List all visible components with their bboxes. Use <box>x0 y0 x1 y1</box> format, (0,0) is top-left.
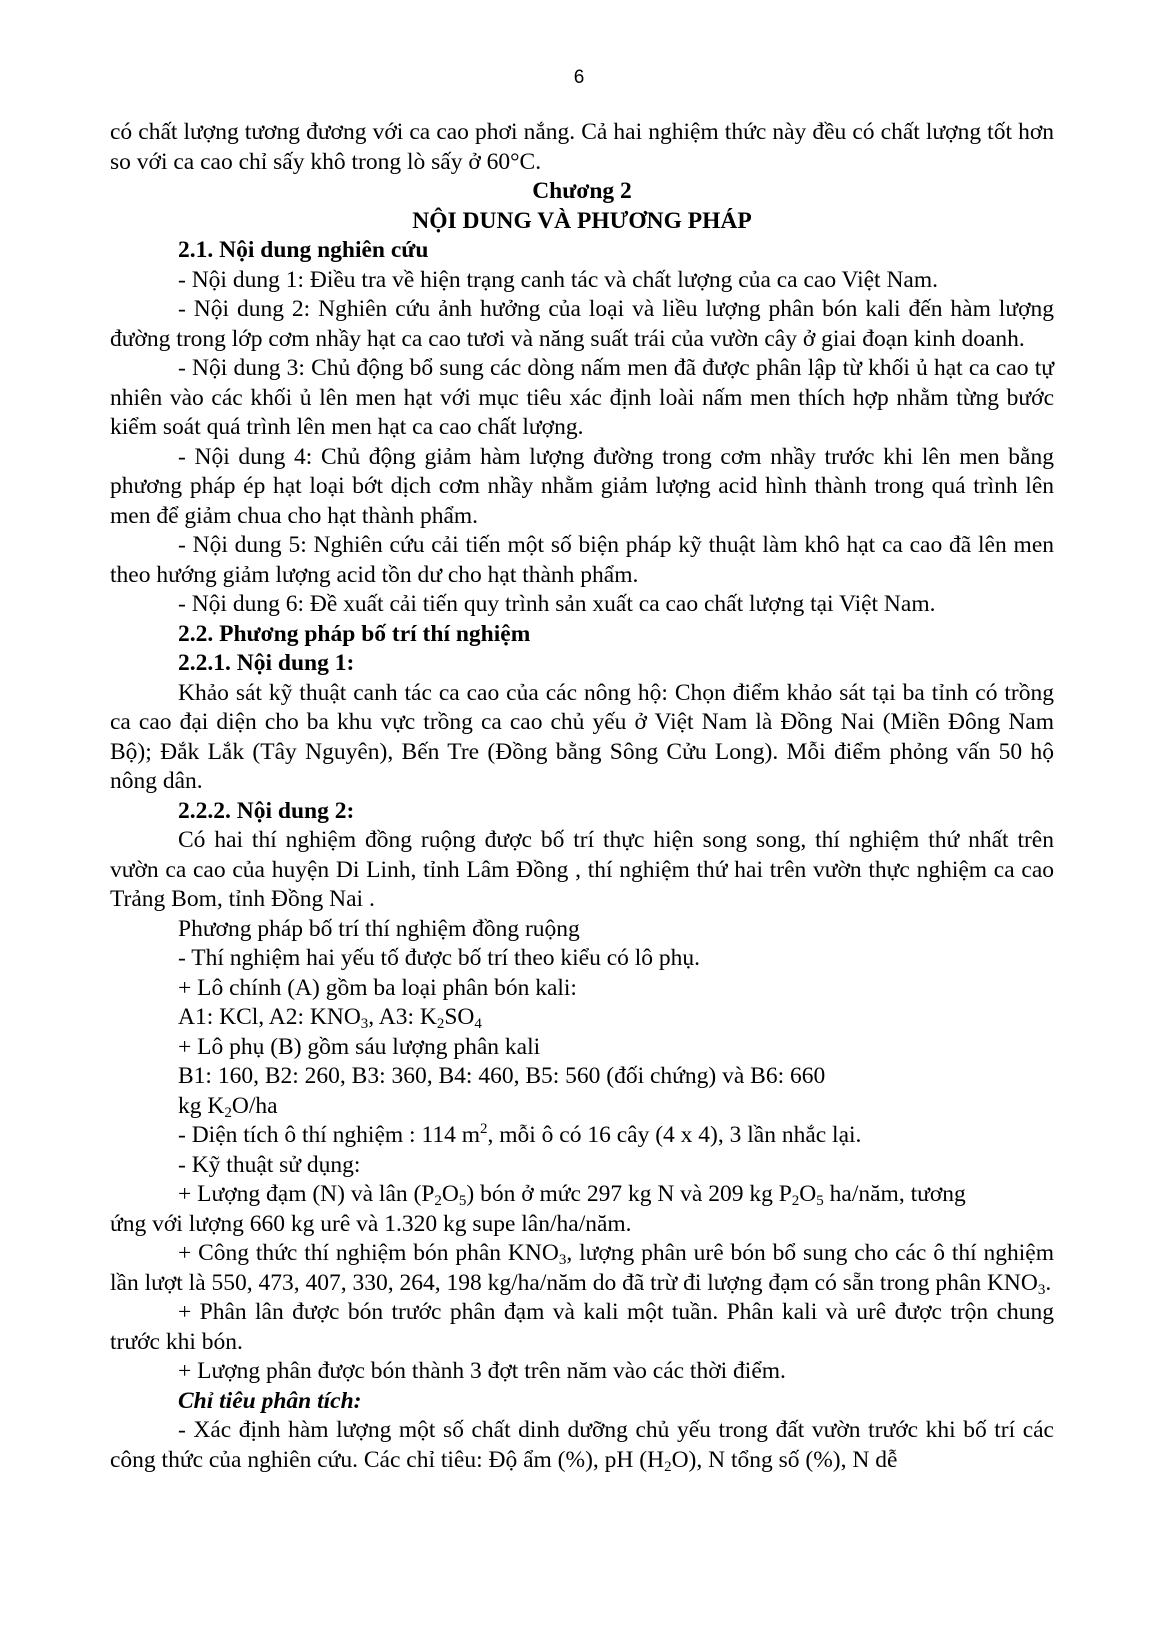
phosphate-paragraph: + Phân lân được bón trước phân đạm và kali một tuần. Phân kali và urê được trộn chung trước khi bón. <box>110 1299 1054 1355</box>
two-factor-line: - Thí nghiệm hai yếu tố được bố trí theo kiểu có lô phụ. <box>178 945 701 971</box>
sub-plot-line: + Lô phụ (B) gồm sáu lượng phân kali <box>178 1033 541 1060</box>
soil-analysis-paragraph: - Xác định hàm lượng một số chất dinh dưỡng chủ yếu trong đất vườn trước khi bố trí các công thức của nghiên cứu. Các chỉ tiêu: Độ ẩm (%), pH $(H_2O)$, N tổng số (%), N dễ <box>110 1417 1054 1475</box>
dose-levels-line: B1: 160, B2: 260, B3: 360, B4: 460, B5: 560 (đối chứng) và B6: 660 <box>178 1063 826 1089</box>
section-heading-2-1: 2.1. Nội dung nghiên cứu <box>178 237 429 263</box>
method-line: Phương pháp bố trí thí nghiệm đồng ruộng <box>178 915 580 942</box>
indicators-heading: Chỉ tiêu phân tích: <box>178 1387 362 1414</box>
content-item-5: - Nội dung 5: Nghiên cứu cải tiến một số biện pháp kỹ thuật làm khô hạt ca cao đã lên men theo hướng giảm lượng acid tồn dư cho hạt thành phẩm. <box>110 532 1054 588</box>
content-item-3: - Nội dung 3: Chủ động bổ sung các dòng nấm men đã được phân lập từ khối ủ hạt ca cao tự nhiên vào các khối ủ lên men hạt với mục tiêu xác định loài nấm men thích hợp nhằm từng bước kiểm soát quá trình lên men hạt ca cao chất lượng. <box>110 355 1054 440</box>
chapter-title: NỘI DUNG VÀ PHƯƠNG PHÁP <box>412 207 752 234</box>
fertilizer-types-line: A1: KCl, A2: $KNO_3$, A3: $K_2SO_4$ <box>178 1004 482 1032</box>
plot-area-line: - Diện tích ô thí nghiệm : 114 $m^2$, mỗi ô có 16 cây (4 x 4), 3 lần nhắc lại. <box>178 1121 862 1148</box>
page-number: 6 <box>573 67 585 88</box>
kno3-paragraph: + Công thức thí nghiệm bón phân $KNO_3$, lượng phân urê bón bổ sung cho các ô thí nghiệm lần lượt là 550, 473, 407, 330, 264, 198 kg/ha/năm do đã trừ đi lượng đạm có sẵn trong phân $KNO_3$. <box>110 1240 1055 1298</box>
main-plot-line: + Lô chính (A) gồm ba loại phân bón kali: <box>178 974 577 1001</box>
content-item-2: - Nội dung 2: Nghiên cứu ảnh hưởng của loại và liều lượng phân bón kali đến hàm lượng đường trong lớp cơm nhầy hạt ca cao tươi và năng suất trái của vườn cây ở giai đoạn kinh doanh. <box>110 296 1054 352</box>
dose-unit-line: kg $K_2O/ha$ <box>178 1092 278 1121</box>
content-item-6: - Nội dung 6: Đề xuất cải tiến quy trình sản xuất ca cao chất lượng tại Việt Nam. <box>178 591 936 617</box>
intro-paragraph: có chất lượng tương đương với ca cao phơi nắng. Cả hai nghiệm thức này đều có chất lượng tốt hơn so với ca cao chỉ sấy khô trong lò sấy ở 60°C. <box>110 119 1054 175</box>
section-heading-2-2-1: 2.2.1. Nội dung 1: <box>178 650 355 676</box>
np-dose-line: + Lượng đạm (N) và lân $(P_2O_5)$ bón ở mức 297 kg N và 209 kg $P_2O_5$ ha/năm, tương <box>178 1181 966 1209</box>
page-body <box>110 118 1054 1475</box>
np-dose-line-cont: ứng với lượng 660 kg urê và 1.320 kg supe lân/ha/năm. <box>110 1210 632 1237</box>
content-item-4: - Nội dung 4: Chủ động giảm hàm lượng đường trong cơm nhầy trước khi lên men bằng phương pháp ép hạt loại bớt dịch cơm nhầy nhằm giảm lượng acid hình thành trong quá trình lên men để giảm chua cho hạt thành phẩm. <box>110 443 1054 529</box>
section-heading-2-2-2: 2.2.2. Nội dung 2: <box>178 797 355 824</box>
field-experiment-paragraph: Có hai thí nghiệm đồng ruộng được bố trí thực hiện song song, thí nghiệm thứ nhất trên vườn ca cao của huyện Di Linh, tỉnh Lâm Đồng , thí nghiệm thứ hai trên vườn thực nghiệm ca cao Trảng Bom, tỉnh Đồng Nai . <box>110 827 1054 912</box>
content-item-1: - Nội dung 1: Điều tra về hiện trạng canh tác và chất lượng của ca cao Việt Nam. <box>178 266 939 293</box>
section-heading-2-2: 2.2. Phương pháp bố trí thí nghiệm <box>178 620 531 647</box>
three-times-line: + Lượng phân được bón thành 3 đợt trên năm vào các thời điểm. <box>178 1358 786 1384</box>
chapter-label: Chương 2 <box>532 178 632 204</box>
technique-line: - Kỹ thuật sử dụng: <box>178 1151 361 1178</box>
survey-paragraph: Khảo sát kỹ thuật canh tác ca cao của các nông hộ: Chọn điểm khảo sát tại ba tỉnh có trồng ca cao đại diện cho ba khu vực trồng ca cao chủ yếu ở Việt Nam là Đồng Nai (Miền Đông Nam Bộ); Đắk Lắk (Tây Nguyên), Bến Tre (Đồng bằng Sông Cửu Long). Mỗi điểm phỏng vấn 50 hộ nông dân. <box>110 679 1054 794</box>
